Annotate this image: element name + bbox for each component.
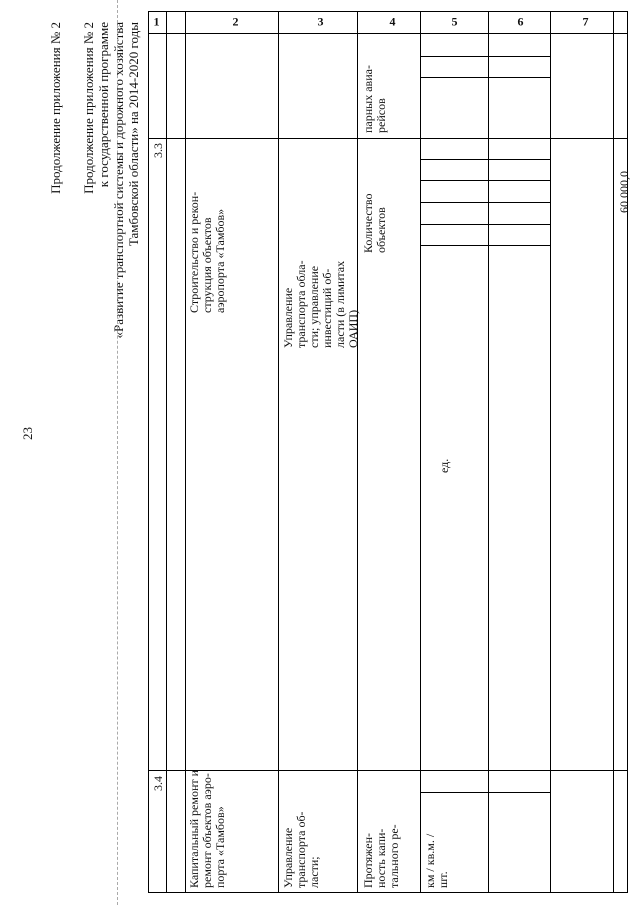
colnum-7: 7 xyxy=(582,14,589,29)
col-sep-4 xyxy=(357,11,358,893)
col-sep-5 xyxy=(420,11,421,893)
border-top xyxy=(148,11,149,893)
program-table xyxy=(148,11,631,893)
row34-exec: Управление транспорта об- ласти; xyxy=(281,811,321,888)
appendix-line-1: Продолжение приложения № 2 xyxy=(48,22,63,194)
colnum-6: 6 xyxy=(517,14,524,29)
appendix-line-2: Продолжение приложения № 2 xyxy=(81,22,96,194)
appendix-line-4: «Развитие транспортной системы и дорожного хозяйства xyxy=(111,22,126,339)
page-number: 23 xyxy=(20,427,35,440)
row34-name: Капитальный ремонт и ремонт объектов аэро- порта «Тамбов» xyxy=(187,769,227,888)
row34-indicator: Протяжен- ность капи- тального ре- xyxy=(361,824,401,888)
row33-number: 3.3 xyxy=(151,143,165,158)
colnum-5: 5 xyxy=(451,14,458,29)
sub-top-a xyxy=(420,56,550,57)
sub-top-b xyxy=(420,77,550,78)
col-sep-3 xyxy=(278,11,279,893)
colnum-4: 4 xyxy=(389,14,396,29)
border-bottom xyxy=(627,11,628,893)
appendix-line-5: Тамбовской области» на 2014-2020 годы xyxy=(126,22,141,247)
sub-33-c xyxy=(420,202,550,203)
row-sep-header xyxy=(148,33,628,34)
col-sep-1 xyxy=(166,11,167,893)
sub-33-b xyxy=(420,180,550,181)
row33-name: Строительство и рекон- струкция объектов аэропорта «Тамбов» xyxy=(187,191,227,313)
top-indicator: парных авиа- рейсов xyxy=(361,65,388,133)
border-right xyxy=(148,11,628,12)
row-sep-top-end xyxy=(148,138,628,139)
sub-33-a xyxy=(420,159,550,160)
col-sep-9 xyxy=(550,11,551,893)
border-left xyxy=(148,892,628,893)
row33-c11: 60 000,0 xyxy=(617,171,631,213)
sub-33-e xyxy=(420,245,550,246)
appendix-header xyxy=(48,22,141,338)
sub-33-d xyxy=(420,224,550,225)
row33-unit: ед. xyxy=(437,458,451,473)
row33-exec: Управление транспорта обла- сти; управление инвестиций об- ласти (в лимитах ОАИП) xyxy=(281,260,360,348)
col-sep-6 xyxy=(488,11,489,893)
colnum-1: 1 xyxy=(153,14,160,29)
col-sep-2 xyxy=(185,11,186,893)
row33-indicator: Количество объектов xyxy=(361,193,388,253)
row34-number: 3.4 xyxy=(151,776,165,791)
row34-unit: км / кв.м. / шт. xyxy=(423,833,450,888)
scan-dash xyxy=(117,0,118,905)
sub-34-a xyxy=(420,792,550,793)
colnum-2: 2 xyxy=(232,14,239,29)
appendix-line-3: к государственной программе xyxy=(96,22,111,188)
col-sep-8 xyxy=(613,11,614,893)
colnum-3: 3 xyxy=(317,14,324,29)
